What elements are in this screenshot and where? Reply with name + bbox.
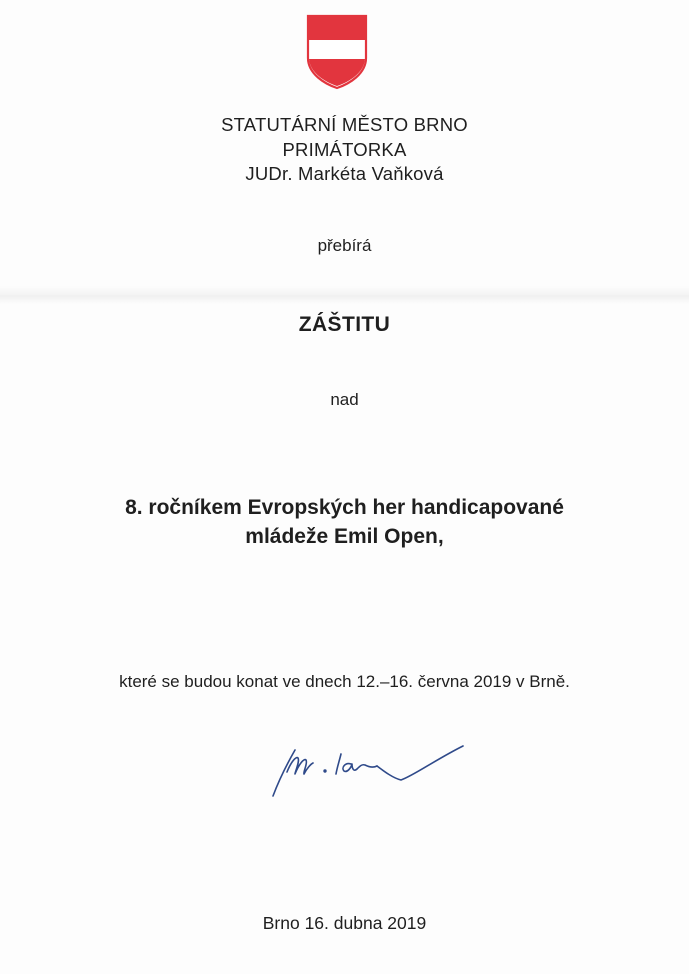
event-dates-text: které se budou konat ve dnech 12.–16. června 2019 v Brně. — [119, 672, 570, 691]
event-name-line-1: 8. ročníkem Evropských her handicapované — [125, 496, 564, 519]
paper-fold-crease — [0, 286, 689, 304]
event-name-line-2: mládeže Emil Open, — [245, 525, 444, 548]
issuer-name: JUDr. Markéta Vaňková — [245, 163, 444, 184]
issuer-city: STATUTÁRNÍ MĚSTO BRNO — [221, 114, 468, 135]
verb-text: přebírá — [317, 236, 372, 255]
issuer-office: PRIMÁTORKA — [282, 139, 407, 160]
document-title: ZÁŠTITU — [298, 313, 391, 336]
brno-coat-of-arms-icon — [305, 14, 369, 90]
place-and-date: Brno 16. dubna 2019 — [262, 913, 427, 933]
handwritten-signature — [265, 738, 475, 804]
preposition-text: nad — [330, 390, 359, 409]
